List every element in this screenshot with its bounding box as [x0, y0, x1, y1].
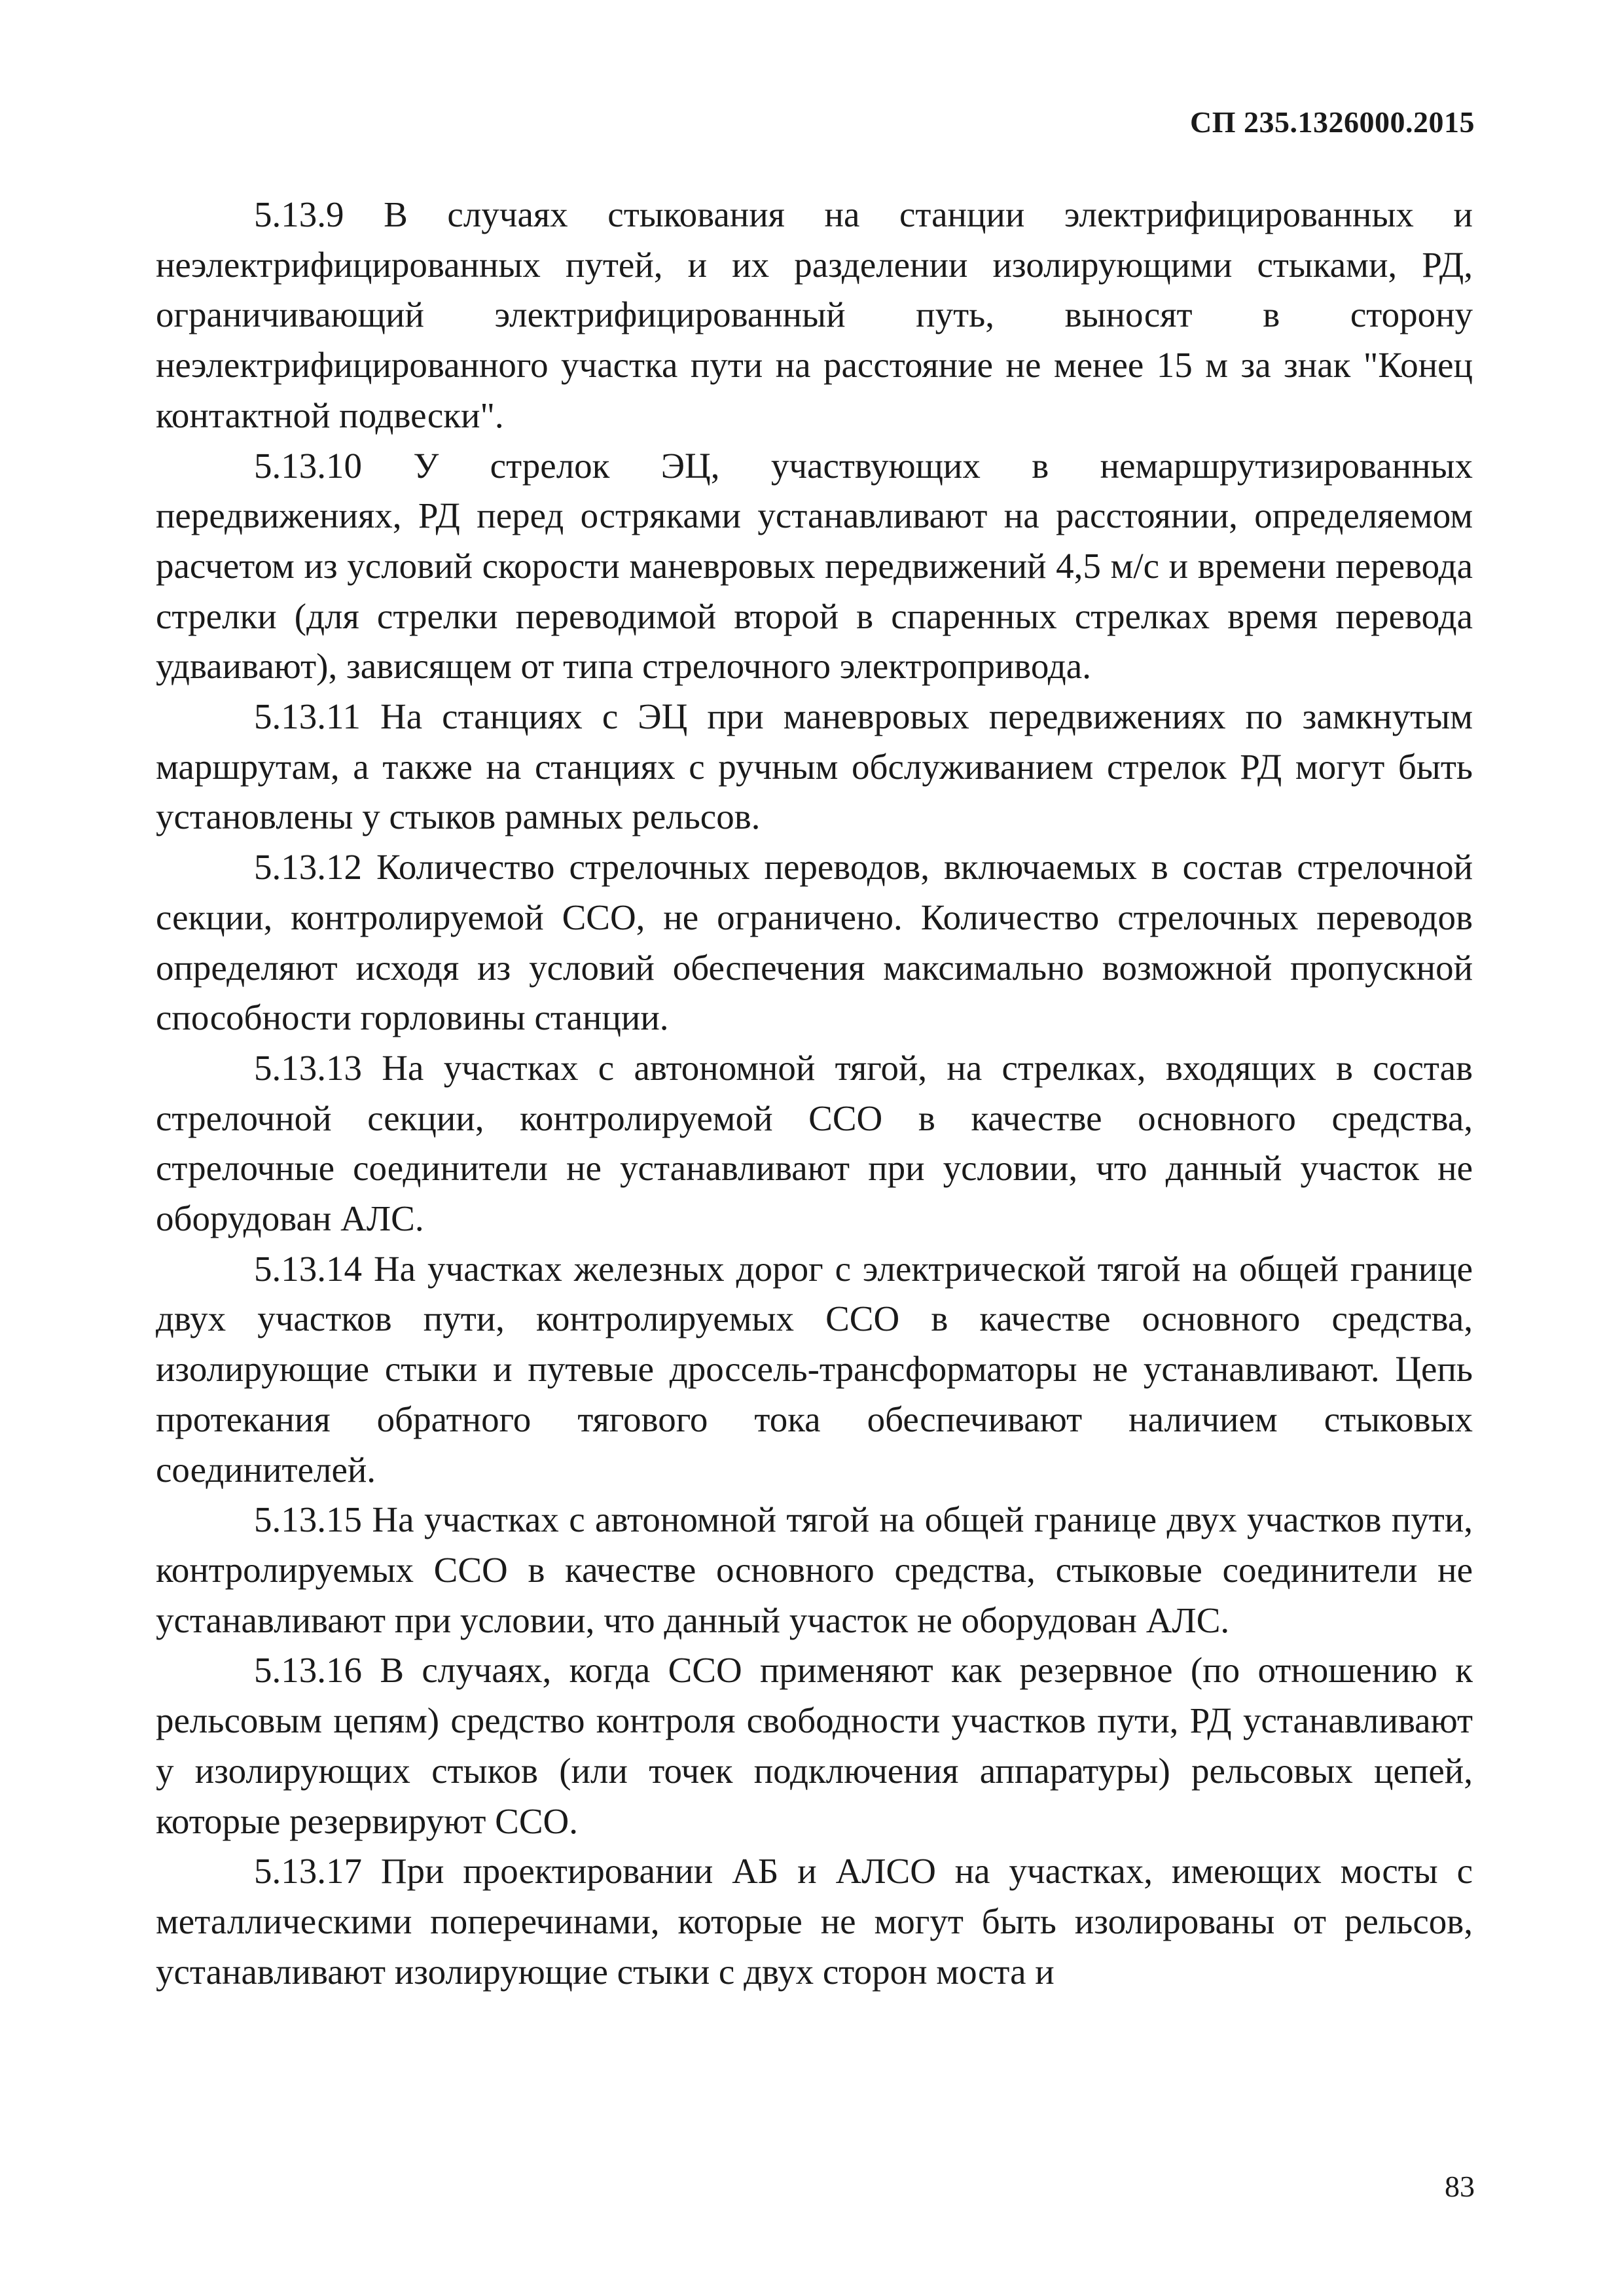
paragraph-5-13-9: 5.13.9 В случаях стыкования на станции электрифицированных и неэлектрифицированных путей, и их разделении изолирующими стыками, РД, ограничивающий электрифицированный путь, выносят в сторону неэлектрифицированного участка пути на расстояние не менее 15 м за знак "Конец контактной подвески".: [156, 194, 1473, 435]
document-code-header: СП 235.1326000.2015: [1190, 105, 1475, 139]
page-number: 83: [1445, 2170, 1475, 2203]
paragraph-5-13-10: 5.13.10 У стрелок ЭЦ, участвующих в немаршрутизированных передвижениях, РД перед остряками устанавливают на расстоянии, определяемом расчетом из условий скорости маневровых передвижений 4,5 м/с и времени перевода стрелки (для стрелки переводимой второй в спаренных стрелках время перевода удваивают), зависящем от типа стрелочного электропривода.: [156, 445, 1473, 687]
document-body: [156, 190, 1473, 1997]
paragraph-5-13-11: 5.13.11 На станциях с ЭЦ при маневровых передвижениях по замкнутым маршрутам, а также на станциях с ручным обслуживанием стрелок РД могут быть установлены у стыков рамных рельсов.: [156, 696, 1473, 837]
paragraph-5-13-16: 5.13.16 В случаях, когда ССО применяют как резервное (по отношению к рельсовым цепям) средство контроля свободности участков пути, РД устанавливают у изолирующих стыков (или точек подключения аппаратуры) рельсовых цепей, которые резервируют ССО.: [156, 1650, 1473, 1841]
paragraph-5-13-14: 5.13.14 На участках железных дорог с электрической тягой на общей границе двух участков пути, контролируемых ССО в качестве основного средства, изолирующие стыки и путевые дроссель-трансформаторы не устанавливают. Цепь протекания обратного тягового тока обеспечивают наличием стыковых соединителей.: [156, 1248, 1473, 1490]
paragraph-5-13-15: 5.13.15 На участках с автономной тягой на общей границе двух участков пути, контролируемых ССО в качестве основного средства, стыковые соединители не устанавливают при условии, что данный участок не оборудован АЛС.: [156, 1499, 1473, 1640]
paragraph-5-13-17: 5.13.17 При проектировании АБ и АЛСО на участках, имеющих мосты с металлическими поперечинами, которые не могут быть изолированы от рельсов, устанавливают изолирующие стыки с двух сторон моста и: [156, 1851, 1473, 1992]
paragraph-5-13-13: 5.13.13 На участках с автономной тягой, на стрелках, входящих в состав стрелочной секции, контролируемой ССО в качестве основного средства, стрелочные соединители не устанавливают при условии, что данный участок не оборудован АЛС.: [156, 1047, 1473, 1239]
paragraph-5-13-12: 5.13.12 Количество стрелочных переводов, включаемых в состав стрелочной секции, контролируемой ССО, не ограничено. Количество стрелочных переводов определяют исходя из условий обеспечения максимально возможной пропускной способности горловины станции.: [156, 847, 1473, 1038]
